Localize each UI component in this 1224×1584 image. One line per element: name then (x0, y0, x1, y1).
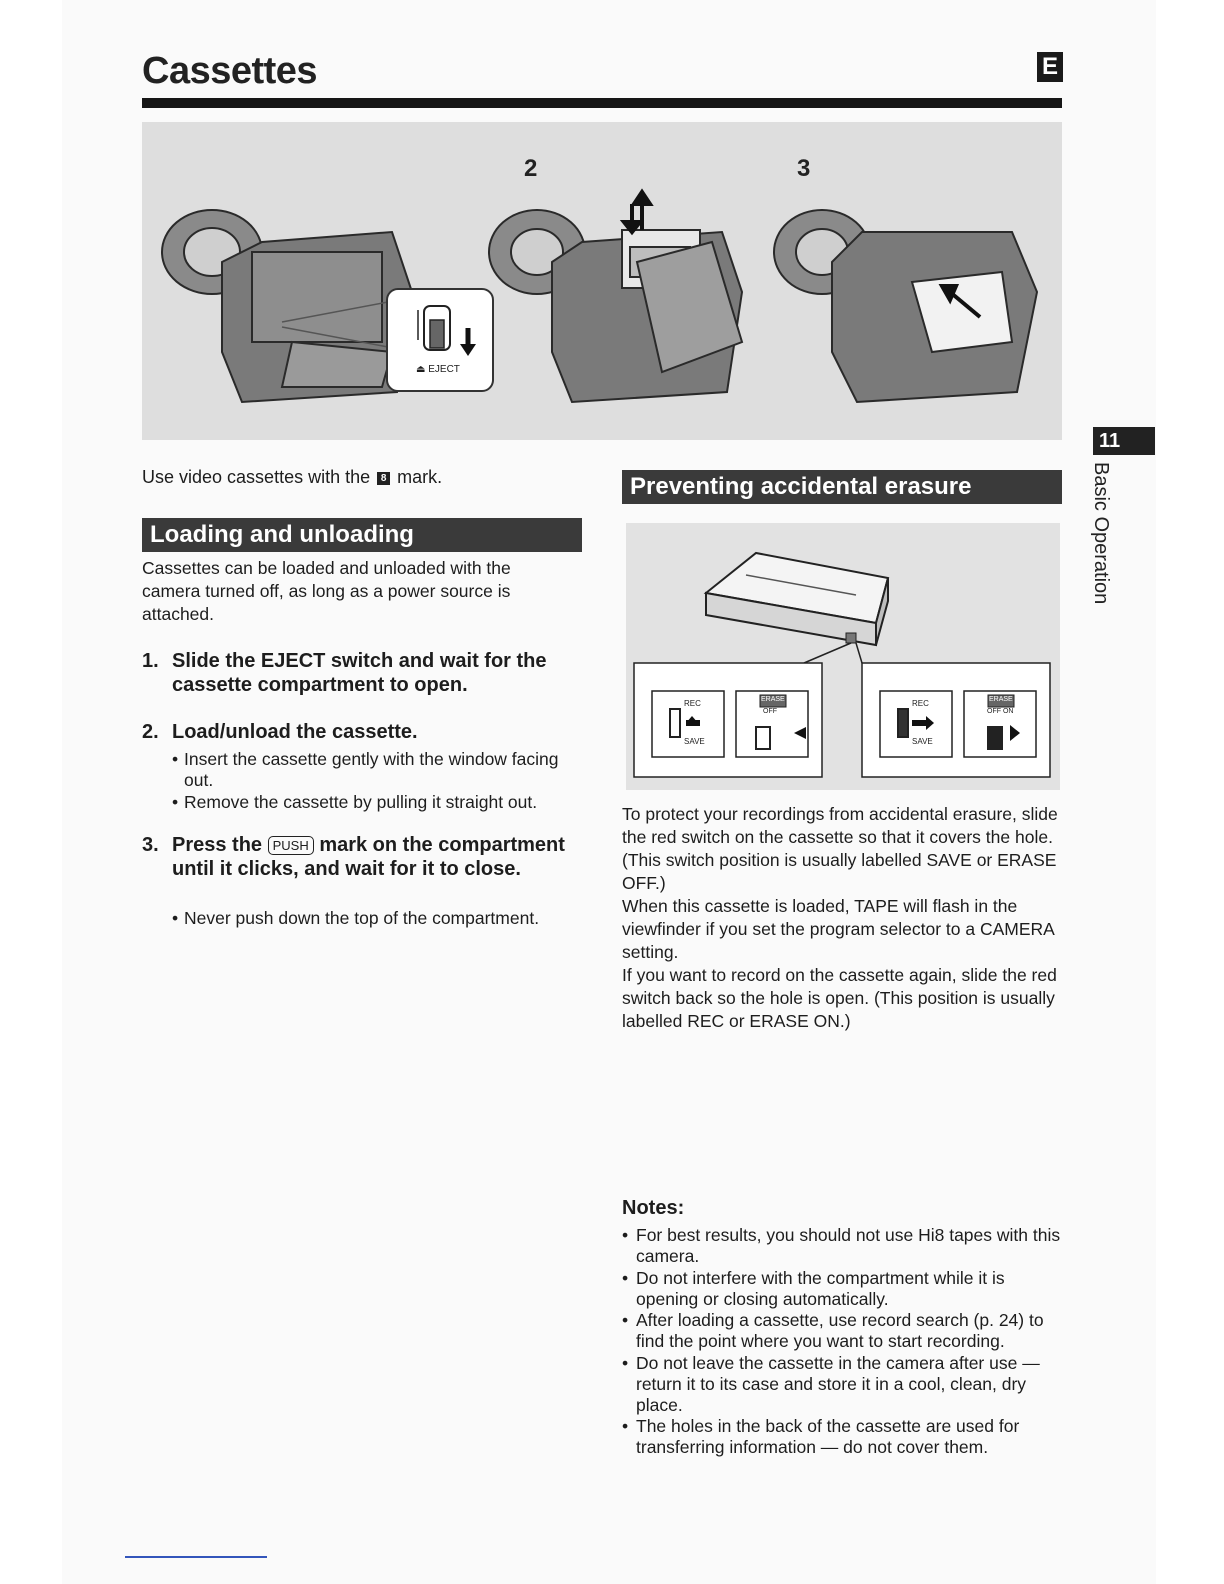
step-1-text: Slide the EJECT switch and wait for the cassette compartment to open. (172, 650, 547, 696)
note-text: Do not leave the cassette in the camera after use — return it to its case and store it in a cool, clean, dry place. (636, 1352, 1040, 1415)
intro-line (142, 467, 442, 488)
notes-title: Notes: (622, 1197, 685, 1219)
step-3-text-after: mark on the compartment until it clicks, and wait for it to close. (172, 834, 565, 880)
label-erase-2: ERASE (989, 696, 1013, 703)
step-3-text-before: Press the (172, 834, 263, 856)
loading-intro: Cassettes can be loaded and unloaded with the camera turned off, as long as a power source is attached. (142, 558, 511, 624)
camcorder-drawing (142, 122, 1062, 440)
language-badge: E (1037, 52, 1063, 82)
camcorder-illustration (142, 122, 1062, 440)
step-2-bullet-2: • Remove the cassette by pulling it straight out. (172, 792, 582, 813)
label-save-1: SAVE (684, 737, 705, 746)
eject-switch-inset (386, 288, 494, 392)
note-item: • For best results, you should not use Hi8 tapes with this camera. (622, 1225, 1061, 1266)
label-off-1: OFF (763, 708, 777, 715)
step-label-3: 3 (797, 155, 811, 182)
protect-text (622, 803, 1062, 1033)
step-2-bullet-1: • Insert the cassette gently with the window facing out. (172, 749, 582, 791)
step-3-text (172, 833, 582, 881)
video8-mark-icon: 8 (377, 472, 390, 485)
intro-text-before: Use video cassettes with the (142, 467, 371, 487)
step-3 (142, 833, 582, 881)
push-mark-icon: PUSH (268, 836, 314, 855)
intro-text-after: mark. (397, 467, 443, 487)
label-save-2: SAVE (912, 737, 933, 746)
label-off-on-2: OFF ON (987, 708, 1014, 715)
eject-label-text: EJECT (428, 364, 460, 375)
cassette-illustration (626, 523, 1060, 790)
protect-paragraph-1: To protect your recordings from accidental erasure, slide the red switch on the cassette so that it covers the hole. (This switch position is usually labelled SAVE or ERASE OFF.) (622, 804, 1058, 893)
eject-switch-drawing (388, 290, 492, 390)
note-item: • Do not interfere with the compartment while it is opening or closing automatically. (622, 1267, 1005, 1309)
protect-paragraph-3: If you want to record on the cassette again, slide the red switch back so the hole is open. (This position is usually labelled REC or ERASE ON.) (622, 965, 1057, 1031)
step-3-number: 3. (142, 834, 159, 856)
step-1-number: 1. (142, 650, 159, 672)
note-text: The holes in the back of the cassette are used for transferring information — do not cover them. (636, 1416, 1020, 1457)
note-text: After loading a cassette, use record search (p. 24) to find the point where you want to start recording. (636, 1310, 1044, 1351)
note-text: Do not interfere with the compartment while it is opening or closing automatically. (636, 1267, 1005, 1309)
note-text: For best results, you should not use Hi8 tapes with this camera. (636, 1225, 1061, 1266)
step-2-bullet-1-text: Insert the cassette gently with the window facing out. (184, 749, 559, 790)
step-3-bullet-1-text: Never push down the top of the compartment. (184, 908, 540, 928)
section-heading-protect: Preventing accidental erasure (622, 470, 1062, 504)
title-rule (142, 98, 1062, 108)
protect-paragraph-2: When this cassette is loaded, TAPE will flash in the viewfinder if you set the program selector to a CAMERA setting. (622, 896, 1054, 962)
step-2-text: Load/unload the cassette. (172, 721, 418, 743)
chapter-tab-number: 11 (1093, 427, 1155, 455)
step-2 (142, 720, 582, 744)
note-item: • Do not leave the cassette in the camera after use — return it to its case and store it in a cool, clean, dry place. (622, 1352, 1040, 1415)
section-heading-loading: Loading and unloading (142, 518, 582, 552)
label-erase-1: ERASE (761, 696, 785, 703)
step-2-bullet-2-text: Remove the cassette by pulling it straight out. (184, 792, 538, 812)
chapter-tab-label-text: Basic Operation (1090, 462, 1112, 605)
step-1 (142, 649, 582, 697)
eject-label: ⏏ EJECT (416, 364, 460, 375)
note-item: • After loading a cassette, use record search (p. 24) to find the point where you want to start recording. (622, 1310, 1044, 1351)
footer-rule (125, 1556, 267, 1558)
step-2-number: 2. (142, 721, 159, 743)
note-item: • The holes in the back of the cassette are used for transferring information — do not cover them. (622, 1416, 1020, 1457)
notes-list (622, 1225, 1062, 1459)
chapter-tab-label (1088, 462, 1112, 622)
page-margin-right (1156, 0, 1224, 1584)
step-3-bullet-1: • Never push down the top of the compartment. (172, 908, 582, 929)
page-margin-left (0, 0, 62, 1584)
page-title: Cassettes (142, 50, 318, 92)
label-rec-1: REC (684, 699, 701, 708)
cassette-drawing (626, 523, 1060, 790)
step-label-2: 2 (524, 155, 538, 182)
label-rec-2: REC (912, 699, 929, 708)
